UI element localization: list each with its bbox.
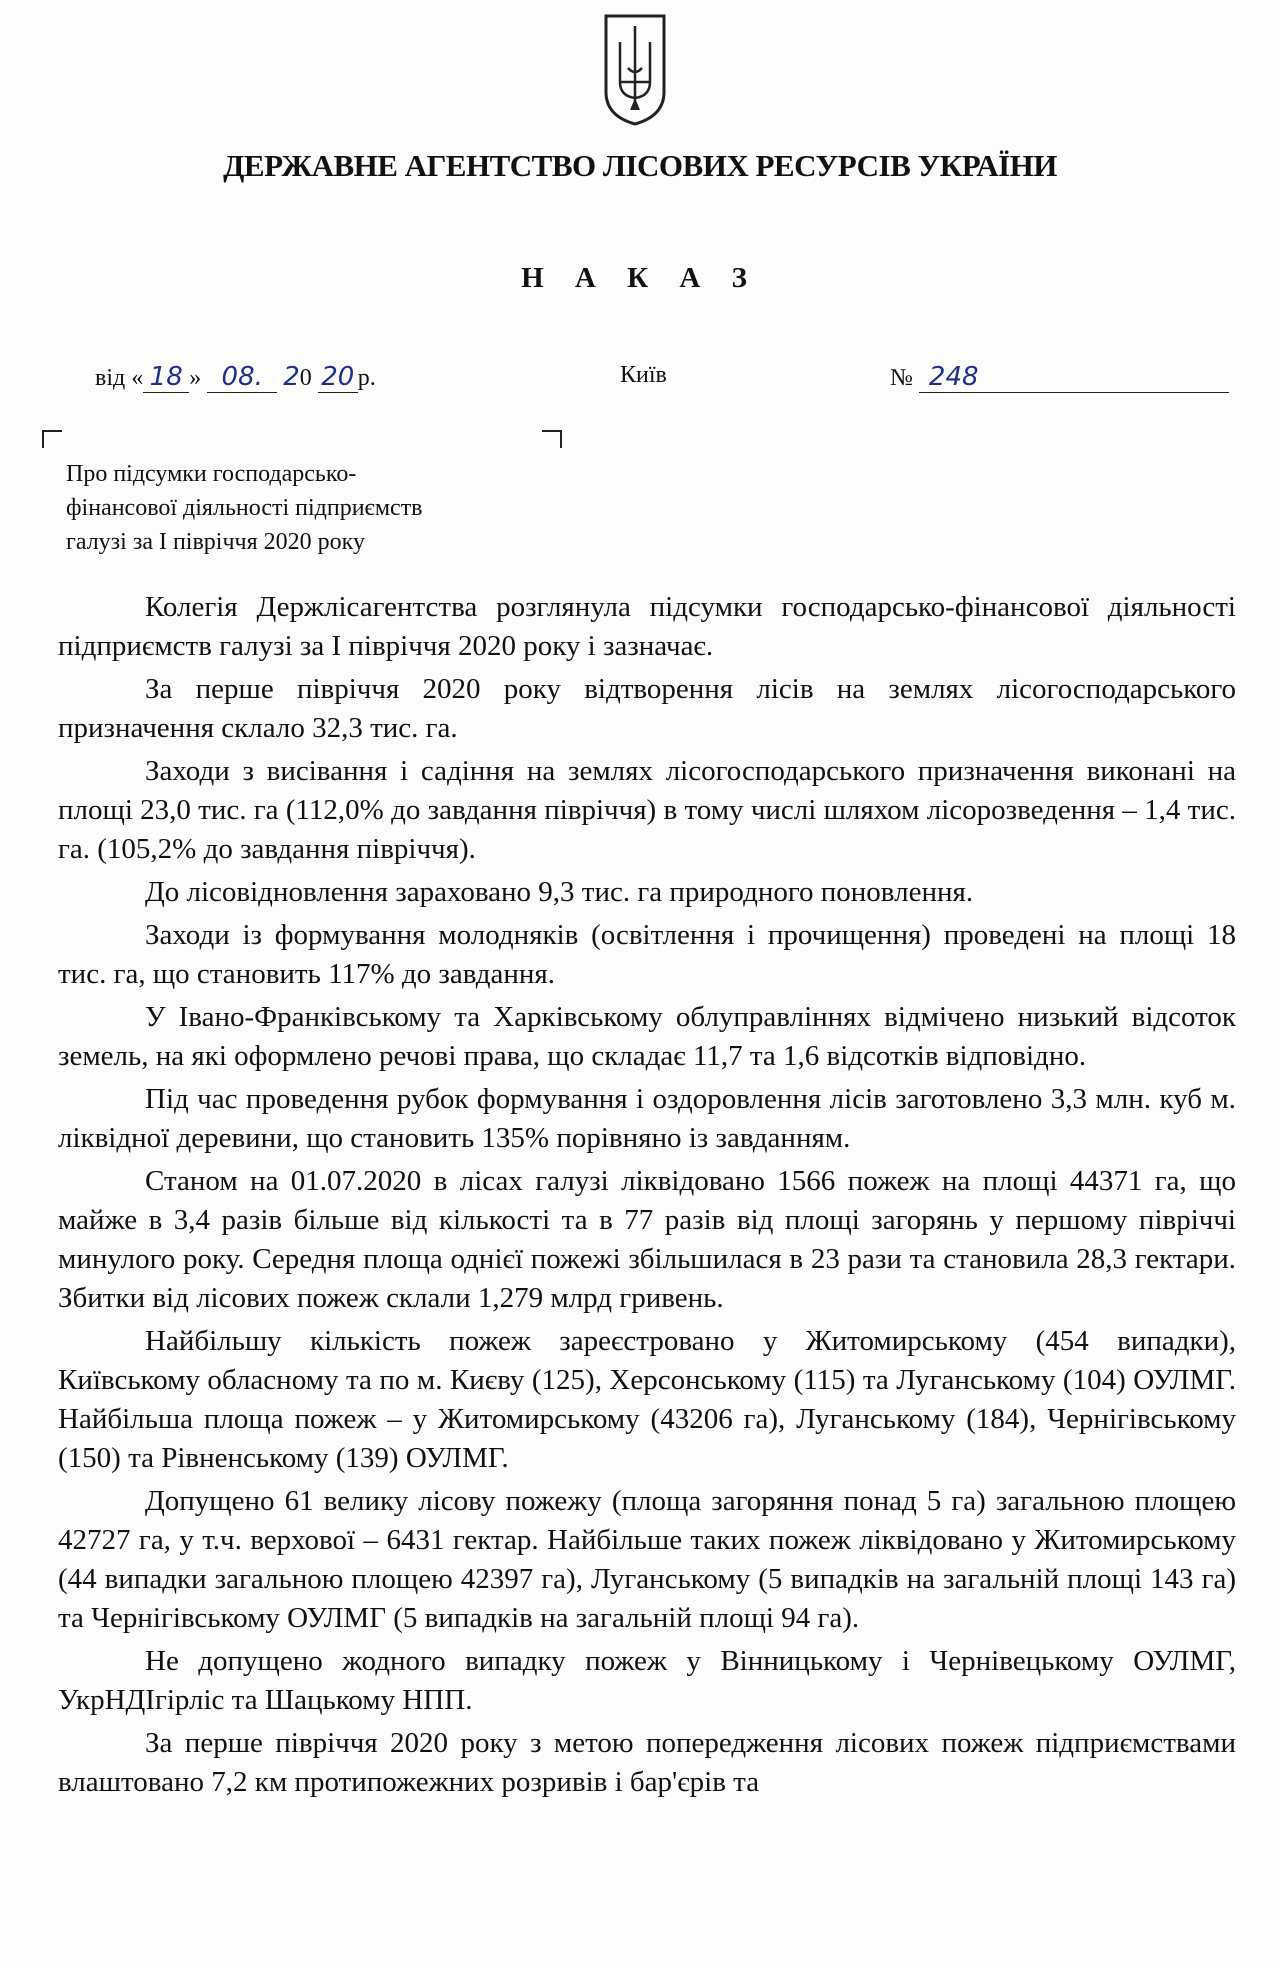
- subject-line: Про підсумки господарсько-: [66, 461, 357, 487]
- body-paragraph: Станом на 01.07.2020 в лісах галузі ліквідовано 1566 пожеж на площі 44371 га, що майже в 3,4 разів більше від кількості та в 77 разів від площі загорянь у першому півріччі минулого року. Середня площа однієї пожежі збільшилася в 23 рази та становила 28,3 гектари. Збитки від лісових пожеж склали 1,279 млрд гривень.: [58, 1165, 1236, 1314]
- body-paragraph: Найбільшу кількість пожеж зареєстровано у Житомирському (454 випадки), Київському обласному та по м. Києву (125), Херсонському (115) та Луганському (104) ОУЛМГ. Найбільша площа пожеж – у Житомирському (43206 га), Луганському (184), Чернігівському (150) та Рівненському (139) ОУЛМГ.: [58, 1325, 1236, 1474]
- order-number: [890, 362, 1229, 393]
- body-paragraph: Не допущено жодного випадку пожеж у Вінницькому і Чернівецькому ОУЛМГ, УкрНДІгірліс та Шацькому НПП.: [58, 1645, 1236, 1716]
- body-paragraph: У Івано-Франківському та Харківському облуправліннях відмічено низький відсоток земель, на які оформлено речові права, що складає 11,7 та 1,6 відсотків відповідно.: [58, 1001, 1236, 1072]
- date-mid: »: [189, 365, 202, 391]
- body-paragraph: Допущено 61 велику лісову пожежу (площа загоряння понад 5 га) загальною площею 42727 га, у т.ч. верхової – 6431 гектар. Найбільше таких пожеж ліквідовано у Житомирському (44 випадки загальною площею 42397 га), Луганському (5 випадків на загальній площі 143 га) та Чернігівському ОУЛМГ (5 випадків на загальній площі 94 га).: [58, 1485, 1236, 1634]
- subject-bracket-left: [42, 430, 62, 448]
- order-city: Київ: [620, 362, 667, 388]
- agency-name: ДЕРЖАВНЕ АГЕНТСТВО ЛІСОВИХ РЕСУРСІВ УКРАЇНИ: [223, 148, 1057, 183]
- subject-bracket-right: [542, 430, 562, 448]
- order-subject: [66, 457, 526, 559]
- date-suffix: р.: [357, 365, 376, 391]
- body-paragraph: Під час проведення рубок формування і оздоровлення лісів заготовлено 3,3 млн. куб м. ліквідної деревини, що становить 135% порівняно із завданням.: [58, 1083, 1236, 1154]
- number-label: №: [890, 365, 913, 391]
- date-prefix: від «: [95, 365, 144, 391]
- body-paragraph: За перше півріччя 2020 року з метою попередження лісових пожеж підприємствами влаштовано 7,2 км протипожежних розривів і бар'єрів та: [58, 1727, 1236, 1798]
- number-value: 248: [919, 362, 1229, 393]
- order-body: [58, 588, 1236, 1806]
- order-date: [95, 362, 376, 393]
- date-year-b: 0: [299, 365, 312, 391]
- date-year-a: 2: [283, 362, 300, 392]
- body-paragraph: За перше півріччя 2020 року відтворення лісів на землях лісогосподарського призначення склало 32,3 тис. га.: [58, 673, 1236, 744]
- coat-of-arms-icon: [600, 12, 670, 128]
- date-year-c: 20: [318, 362, 358, 393]
- subject-line: галузі за І півріччя 2020 року: [66, 529, 365, 555]
- date-month: 08.: [207, 362, 277, 393]
- body-paragraph: Заходи з висівання і садіння на землях лісогосподарського призначення виконані на площі 23,0 тис. га (112,0% до завдання півріччя) в тому числі шляхом лісорозведення – 1,4 тис. га. (105,2% до завдання півріччя).: [58, 755, 1236, 865]
- date-day: 18: [143, 362, 189, 393]
- document-type: Н А К А З: [521, 262, 759, 294]
- subject-line: фінансової діяльності підприємств: [66, 495, 423, 521]
- body-paragraph: Колегія Держлісагентства розглянула підсумки господарсько-фінансової діяльності підприємств галузі за І півріччя 2020 року і зазначає.: [58, 591, 1236, 662]
- body-paragraph: Заходи із формування молодняків (освітлення і прочищення) проведені на площі 18 тис. га, що становить 117% до завдання.: [58, 919, 1236, 990]
- body-paragraph: До лісовідновлення зараховано 9,3 тис. га природного поновлення.: [145, 876, 974, 908]
